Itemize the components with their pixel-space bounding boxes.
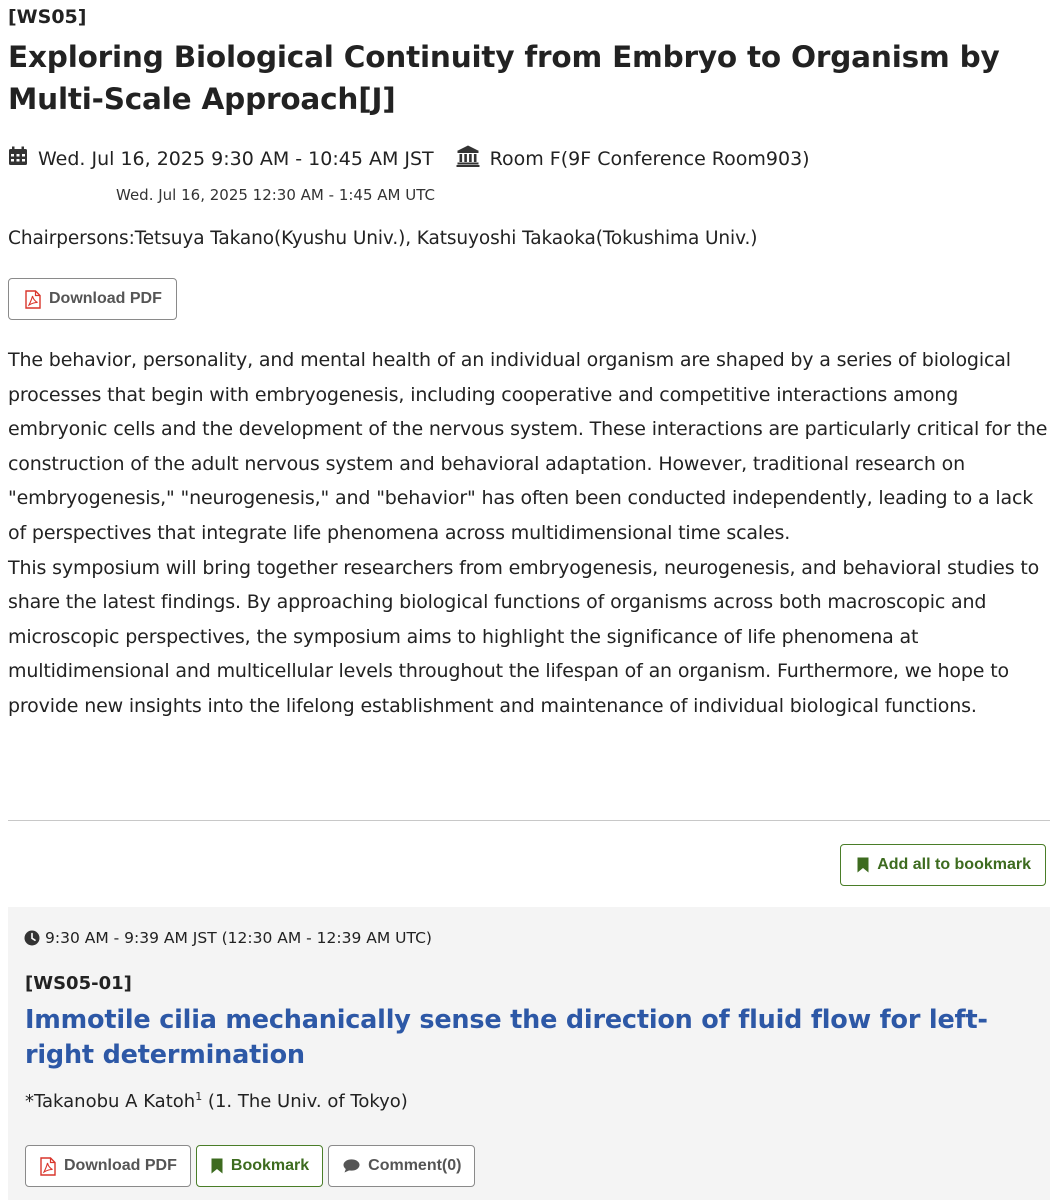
presentation-download-label: Download PDF [64,1157,177,1174]
presentation-title-link[interactable]: Immotile cilia mechanically sense the direction of fluid flow for left-right determination [25,1005,988,1070]
presentation-bookmark-label: Bookmark [230,1157,310,1174]
session-title: Exploring Biological Continuity from Embryo to Organism by Multi-Scale Approach[J] [8,40,1000,116]
pdf-icon [25,290,41,309]
clock-icon [24,930,40,946]
presentation-actions [25,1145,475,1187]
session-code: [WS05] [8,6,87,28]
session-datetime-utc: Wed. Jul 16, 2025 12:30 AM - 1:45 AM UTC [116,186,435,204]
presentation-time [24,929,432,947]
author-affiliation: (1. The Univ. of Tokyo) [202,1091,408,1112]
bookmark-icon [857,857,869,873]
bookmark-icon [211,1158,223,1174]
author-affiliation-number: 1 [195,1090,203,1103]
presentation-time-text: 9:30 AM - 9:39 AM JST (12:30 AM - 12:39 AM UTC) [45,929,432,947]
calendar-icon [8,146,28,171]
session-chairpersons: Chairpersons:Tetsuya Takano(Kyushu Univ.), Katsuyoshi Takaoka(Tokushima Univ.) [8,228,758,249]
session-meta [8,145,810,172]
add-all-bookmark-button[interactable] [840,844,1046,886]
building-icon [456,145,480,172]
presentation-bookmark-button[interactable] [196,1145,323,1187]
session-room: Room F(9F Conference Room903) [489,147,810,170]
comment-icon [343,1159,360,1173]
download-pdf-button[interactable] [8,278,177,320]
author-name: *Takanobu A Katoh [25,1091,196,1112]
presentation-comment-button[interactable] [328,1145,475,1187]
presentation-card [8,907,1050,1200]
session-abstract [8,343,1048,724]
abstract-paragraph: This symposium will bring together researchers from embryogenesis, neurogenesis, and behavioral studies to share the latest findings. By approaching biological functions of organisms across both macroscopic and microscopic perspectives, the symposium aims to highlight the significance of life phenomena at multidimensional and multicellular levels throughout the lifespan of an organism. Furthermore, we hope to provide new insights into the lifelong establishment and maintenance of individual biological functions. [8,556,1040,717]
presentation-comment-label: Comment(0) [368,1157,462,1174]
session-datetime-jst: Wed. Jul 16, 2025 9:30 AM - 10:45 AM JST [38,147,434,170]
presentation-code: [WS05-01] [25,973,132,994]
divider [8,820,1050,821]
pdf-icon [40,1157,56,1176]
presentation-authors [25,1090,408,1112]
download-pdf-label: Download PDF [49,290,162,307]
abstract-paragraph: The behavior, personality, and mental health of an individual organism are shaped by a series of biological processes that begin with embryogenesis, including cooperative and competitive interactions among embryonic cells and the development of the nervous system. These interactions are particularly critical for the construction of the adult nervous system and behavioral adaptation. However, traditional research on "embryogenesis," "neurogenesis," and "behavior" has often been conducted independently, leading to a lack of perspectives that integrate life phenomena across multidimensional time scales. [8,349,1048,544]
add-all-bookmark-label: Add all to bookmark [877,856,1031,873]
presentation-download-pdf-button[interactable] [25,1145,191,1187]
